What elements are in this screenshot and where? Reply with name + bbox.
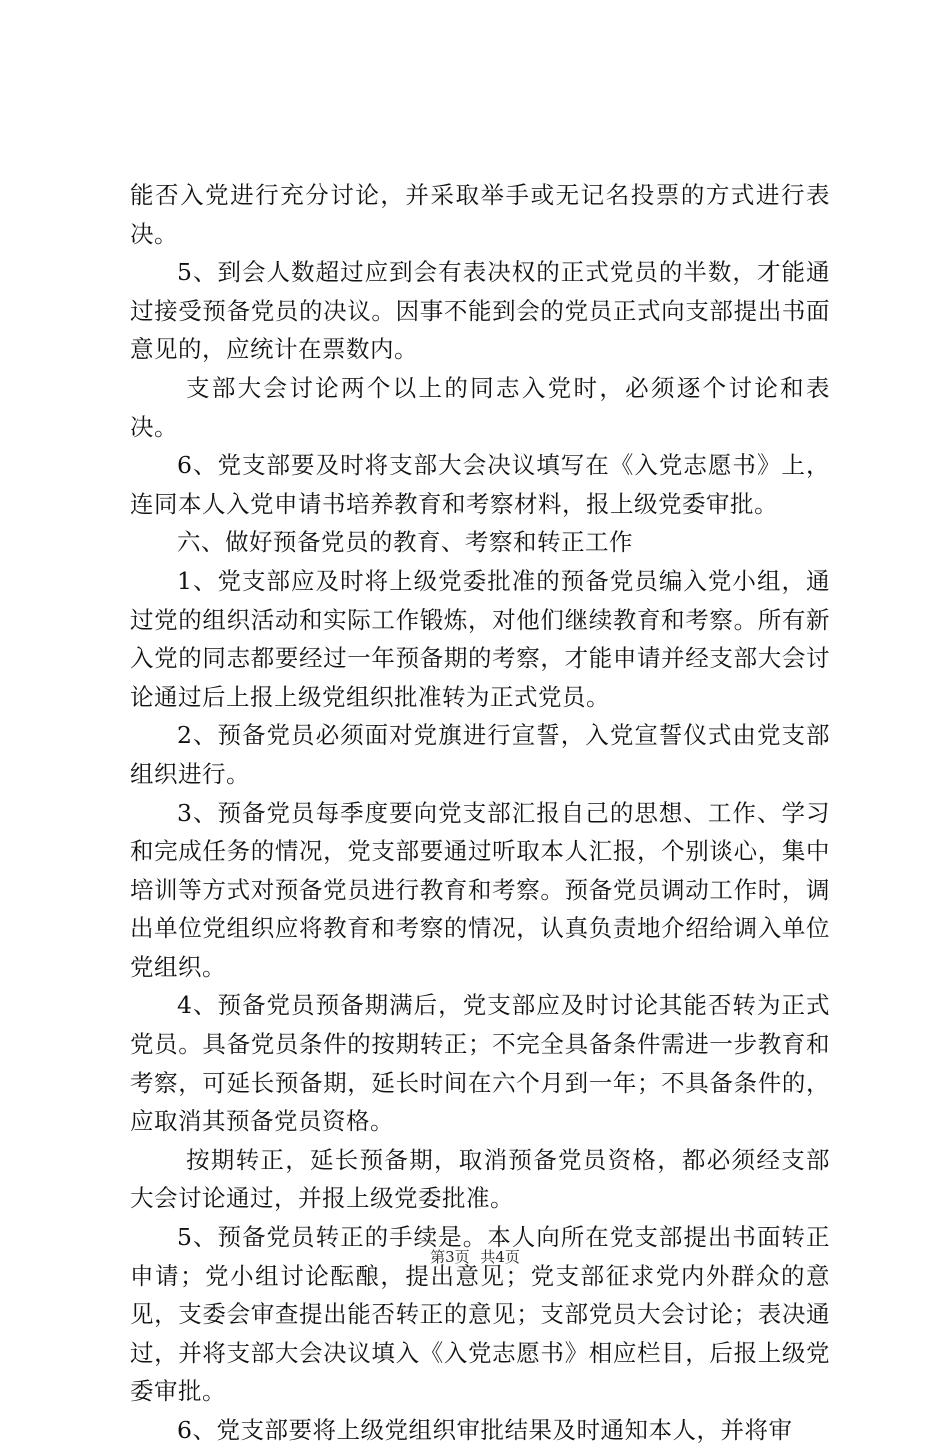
page-number: 第3页 xyxy=(430,1248,470,1266)
paragraph: 6、党支部要将上级党组织审批结果及时通知本人，并将审 xyxy=(177,1416,793,1444)
paragraph: 6、党支部要及时将支部大会决议填写在《入党志愿书》上，连同本人入党申请书培养教育和考察材料，报上级党委审批。 xyxy=(130,451,830,518)
paragraph: 3、预备党员每季度要向党支部汇报自己的思想、工作、学习和完成任务的情况，党支部要通过听取本人汇报，个别谈心，集中培训等方式对预备党员进行教育和考察。预备党员调动工作时，调出单位党组织应将教育和考察的情况，认真负责地介绍给调入单位党组织。 xyxy=(130,798,830,981)
paragraph: 5、到会人数超过应到会有表决权的正式党员的半数，才能通过接受预备党员的决议。因事不能到会的党员正式向支部提出书面意见的，应统计在票数内。 xyxy=(130,258,830,364)
page-total: 共4页 xyxy=(480,1248,520,1266)
paragraph: 1、党支部应及时将上级党委批准的预备党员编入党小组，通过党的组织活动和实际工作锻炼，对他们继续教育和考察。所有新入党的同志都要经过一年预备期的考察，才能申请并经支部大会讨论通过后上报上级党组织批准转为正式党员。 xyxy=(130,566,830,711)
paragraph: 能否入党进行充分讨论，并采取举手或无记名投票的方式进行表决。 xyxy=(130,181,830,248)
paragraph: 5、预备党员转正的手续是。本人向所在党支部提出书面转正申请；党小组讨论酝酿，提出意见；党支部征求党内外群众的意见，支委会审查提出能否转正的意见；支部党员大会讨论；表决通过，并将支部大会决议填入《入党志愿书》相应栏目，后报上级党委审批。 xyxy=(130,1223,830,1406)
paragraph: 2、预备党员必须面对党旗进行宣誓，入党宣誓仪式由党支部组织进行。 xyxy=(130,721,830,788)
section-heading: 六、做好预备党员的教育、考察和转正工作 xyxy=(177,528,633,557)
paragraph: 按期转正，延长预备期，取消预备党员资格，都必须经支部大会讨论通过，并报上级党委批准。 xyxy=(130,1145,830,1213)
paragraph: 支部大会讨论两个以上的同志入党时，必须逐个讨论和表决。 xyxy=(130,373,830,441)
paragraph: 4、预备党员预备期满后，党支部应及时讨论其能否转为正式党员。具备党员条件的按期转正；不完全具备条件需进一步教育和考察，可延长预备期，延长时间在六个月到一年；不具备条件的，应取消其预备党员资格。 xyxy=(130,991,830,1136)
page-footer xyxy=(0,1246,950,1267)
